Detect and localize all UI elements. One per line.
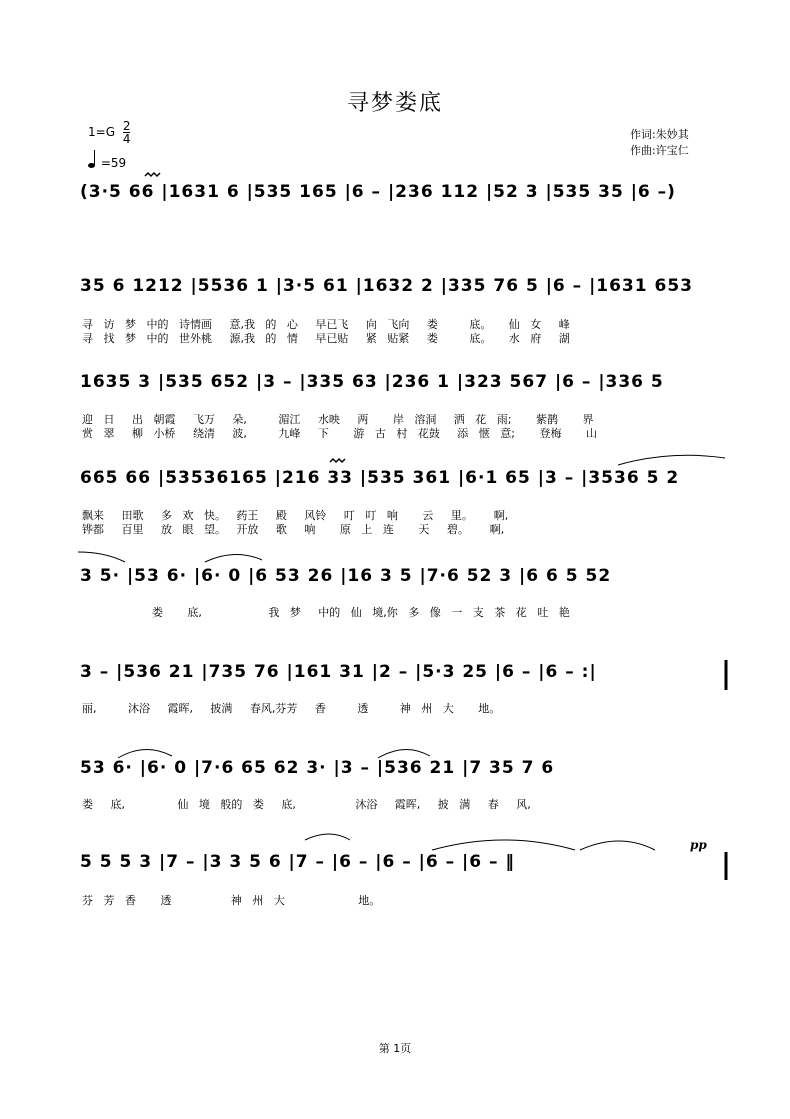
time-bottom: 4 [122, 132, 131, 146]
slur [618, 455, 725, 465]
lyric-row-7-verse-1: 娄 底, 仙 境 般的 娄 底, 沐浴 霞晖, 披 满 春 风, [82, 798, 531, 811]
lyric-row-2-verse-2: 寻 找 梦 中的 世外桃 源,我 的 情 早已贴 紧 贴紧 娄 底。 水 府 湖 [82, 332, 570, 345]
key-label: 1=G [88, 125, 115, 139]
slur [78, 552, 125, 562]
lyric-row-5-verse-1: 娄 底, 我 梦 中的 仙 境,你 多 像 一 支 茶 花 吐 艳 [82, 606, 570, 619]
lyric-row-4-verse-1: 飘来 田歌 多 欢 快。 药王 殿 风铃 叮 叮 响 云 里。 啊, [82, 509, 509, 522]
notation-row-5: 3 5· |53 6· |6· 0 |6 53 26 |16 3 5 |7·6 52 3 |6 6 5 52 [80, 566, 612, 586]
lyric-row-3-verse-1: 迎 日 出 朝霞 飞万 朵, 湄江 水映 两 岸 溶洞 洒 花 雨; 紫鹊 界 [82, 413, 594, 426]
notation-row-1: (3·5 66 |1631 6 |535 165 |6 – |236 112 |52 3 |535 35 |6 –) [80, 182, 676, 202]
mordent-icon [145, 173, 160, 176]
time-top: 2 [122, 119, 131, 133]
slur [205, 554, 262, 562]
slur [305, 834, 350, 840]
song-title: 寻梦娄底 [346, 91, 443, 116]
lyricist-credit: 作词:朱妙其 [630, 128, 689, 141]
notation-row-8: 5 5 5 3 |7 – |3 3 5 6 |7 – |6 – |6 – |6 – |6 – ‖ [80, 852, 515, 872]
dynamic-marking: pp [690, 838, 707, 852]
page-number: 第 1页 [378, 1042, 412, 1055]
notation-row-2: 35 6 1212 |5536 1 |3·5 61 |1632 2 |335 76 5 |6 – |1631 653 [80, 276, 693, 296]
slur [118, 749, 172, 758]
slur [432, 840, 575, 850]
lyric-row-6-verse-1: 丽, 沐浴 霞晖, 披满 春风,芬芳 香 透 神 州 大 地。 [82, 702, 501, 715]
tempo-value: =59 [100, 156, 127, 170]
notation-row-3: 1635 3 |535 652 |3 – |335 63 |236 1 |323 567 |6 – |336 5 [80, 372, 664, 392]
notation-row-6: 3 – |536 21 |735 76 |161 31 |2 – |5·3 25 |6 – |6 – :| [80, 662, 597, 682]
composer-credit: 作曲:许宝仁 [630, 144, 689, 157]
lyric-row-4-verse-2: 铧都 百里 放 眼 望。 开放 歌 响 原 上 连 天 碧。 啊, [82, 523, 505, 536]
notation-row-4: 665 66 |53536165 |216 33 |535 361 |6·1 65 |3 – |3536 5 2 [80, 468, 680, 488]
lyric-row-3-verse-2: 赏 翠 柳 小桥 绕清 波, 九峰 下 游 古 村 花鼓 添 惬 意; 登梅 山 [82, 427, 597, 440]
lyric-row-8-verse-1: 芬 芳 香 透 神 州 大 地。 [82, 894, 381, 907]
slur [378, 749, 430, 758]
slur [580, 841, 655, 850]
lyric-row-2-verse-1: 寻 访 梦 中的 诗情画 意,我 的 心 早已飞 向 飞向 娄 底。 仙 女 峰 [82, 318, 570, 331]
mordent-icon [330, 459, 345, 462]
notation-row-7: 53 6· |6· 0 |7·6 65 62 3· |3 – |536 21 |7 35 7 6 [80, 758, 555, 778]
